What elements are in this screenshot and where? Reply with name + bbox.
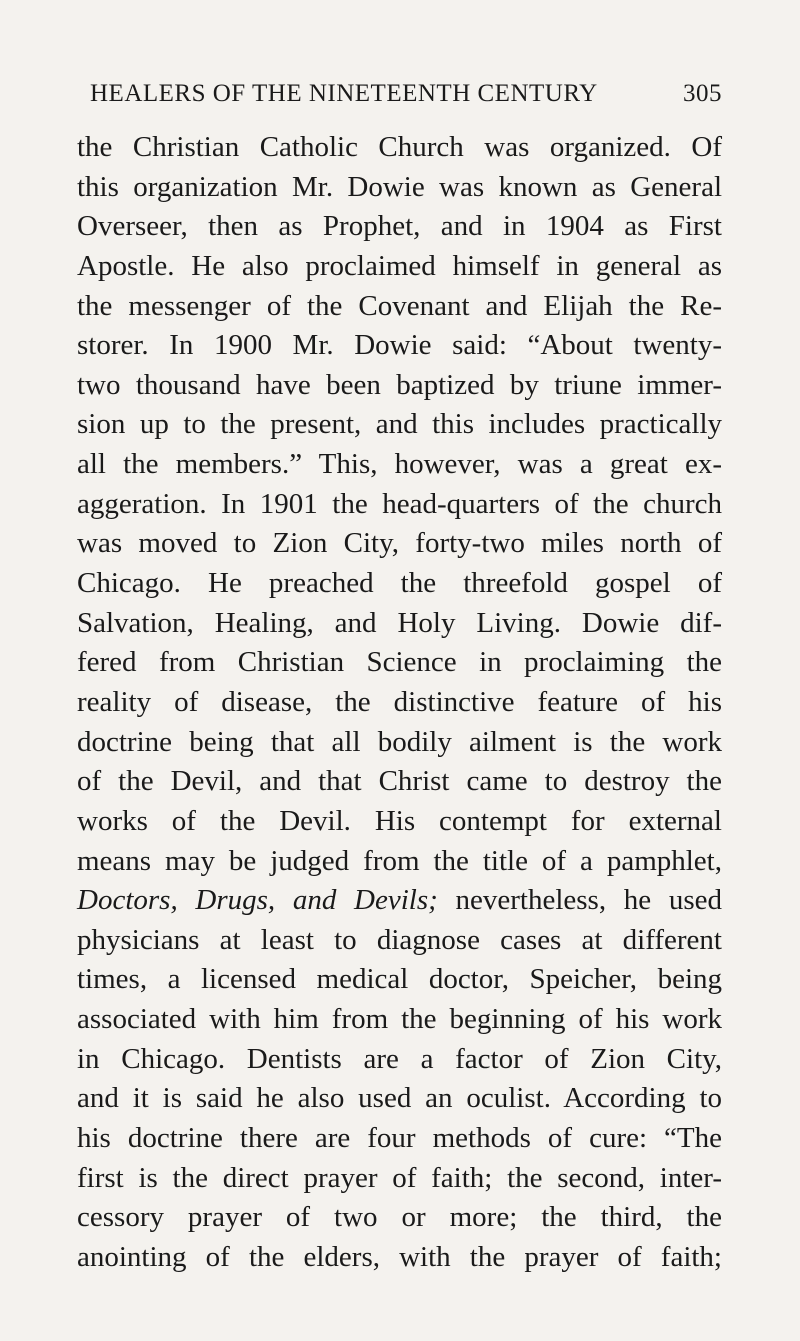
text-line: his doctrine there are four methods of cure: “The bbox=[77, 1122, 722, 1155]
text-line: of the Devil, and that Christ came to destroy the bbox=[77, 765, 722, 798]
text-line: means may be judged from the title of a pamphlet, bbox=[77, 844, 722, 877]
text-line: reality of disease, the distinctive feature of his bbox=[77, 685, 722, 718]
text-line: all the members.” This, however, was a great ex- bbox=[77, 448, 722, 481]
running-head-title: HEALERS OF THE NINETEENTH CENTURY bbox=[90, 80, 598, 107]
text-line: first is the direct prayer of faith; the second, inter- bbox=[77, 1161, 722, 1194]
text-line: sion up to the present, and this includes practically bbox=[77, 408, 722, 441]
text-line-with-title bbox=[77, 881, 722, 921]
text-line: Apostle. He also proclaimed himself in general as bbox=[77, 249, 722, 282]
text-line: and it is said he also used an oculist. According to bbox=[77, 1082, 722, 1115]
text-line: Overseer, then as Prophet, and in 1904 as First bbox=[77, 210, 722, 243]
text-line: the Christian Catholic Church was organized. Of bbox=[77, 131, 722, 163]
body-text bbox=[77, 128, 722, 1278]
text-line: Chicago. He preached the threefold gospel of bbox=[77, 567, 722, 600]
text-line: two thousand have been baptized by triune immer- bbox=[77, 368, 722, 401]
text-line: aggeration. In 1901 the head-quarters of the church bbox=[77, 487, 722, 520]
text-line: the messenger of the Covenant and Elijah the Re- bbox=[77, 289, 722, 322]
text-line: works of the Devil. His contempt for external bbox=[77, 804, 722, 837]
text-line: was moved to Zion City, forty-two miles north of bbox=[77, 527, 722, 560]
text-line: cessory prayer of two or more; the third, the bbox=[77, 1201, 722, 1234]
text-line: Salvation, Healing, and Holy Living. Dowie dif- bbox=[77, 606, 722, 639]
text-line: associated with him from the beginning of his work bbox=[77, 1003, 722, 1036]
text-line: times, a licensed medical doctor, Speicher, being bbox=[77, 963, 722, 996]
text-line: doctrine being that all bodily ailment is the work bbox=[77, 725, 722, 758]
pamphlet-title: Doctors, Drugs, and Devils; bbox=[77, 884, 438, 917]
running-head bbox=[90, 80, 722, 120]
text-line: anointing of the elders, with the prayer of faith; bbox=[77, 1240, 722, 1273]
page-number: 305 bbox=[683, 80, 722, 107]
text-line-rest: nevertheless, he used bbox=[437, 884, 722, 917]
text-line: in Chicago. Dentists are a factor of Zion City, bbox=[77, 1042, 722, 1075]
text-line: storer. In 1900 Mr. Dowie said: “About twenty- bbox=[77, 329, 722, 362]
text-line: fered from Christian Science in proclaiming the bbox=[77, 646, 722, 679]
text-line: this organization Mr. Dowie was known as General bbox=[77, 170, 722, 203]
text-line: physicians at least to diagnose cases at different bbox=[77, 923, 722, 956]
